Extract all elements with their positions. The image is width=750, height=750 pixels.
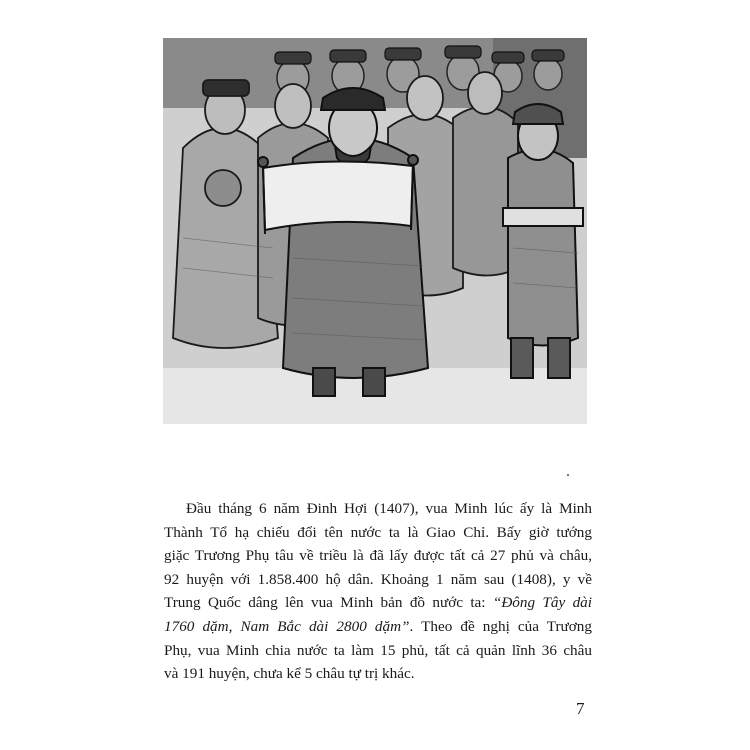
page-number: 7: [576, 699, 585, 718]
text-line-3: [164, 544, 592, 568]
text-line-2: [164, 521, 592, 545]
text-line-5-quote: “Đông Tây dài: [492, 594, 592, 612]
text-line-7: [164, 639, 592, 663]
illustration-drawing: [163, 38, 587, 424]
text-line-6-content: . Theo đề nghị của Trương: [409, 617, 592, 635]
text-line-5: [164, 591, 592, 615]
text-line-8: [164, 662, 592, 686]
text-line-2-content: Thành Tổ hạ chiếu đổi tên nước ta là Giao Chỉ. Bấy giờ tướng: [164, 523, 592, 541]
text-line-3-content: giặc Trương Phụ tâu về triều là đã lấy được tất cả 27 phủ và châu,: [164, 547, 592, 565]
print-speck: [567, 474, 569, 476]
text-line-4: [164, 568, 592, 592]
text-line-5-content: Trung Quốc dâng lên vua Minh bản đồ nước ta:: [164, 594, 493, 612]
text-line-1-content: Đầu tháng 6 năm Đinh Hợi (1407), vua Minh lúc ấy là Minh: [186, 500, 592, 517]
text-line-8-content: và 191 huyện, chưa kể 5 châu tự trị khác.: [164, 665, 415, 683]
text-line-6-quote: 1760 dặm, Nam Bắc dài 2800 dặm”: [164, 617, 410, 635]
court-scene-illustration: [163, 38, 587, 424]
body-paragraph: [164, 497, 592, 686]
text-line-7-content: Phụ, vua Minh chia nước ta làm 15 phủ, tất cả quản lĩnh 36 châu: [164, 641, 592, 659]
text-line-6: [164, 615, 592, 639]
text-line-1: [164, 497, 592, 521]
text-line-4-content: 92 huyện với 1.858.400 hộ dân. Khoảng 1 năm sau (1408), y về: [164, 570, 592, 588]
